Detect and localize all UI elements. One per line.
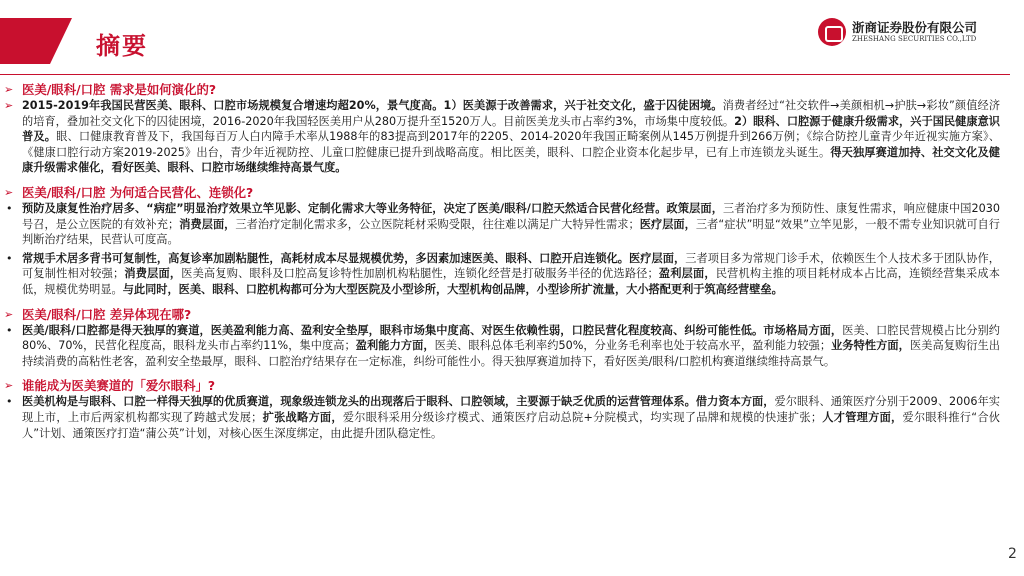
arrow-bullet-icon: ➢ xyxy=(4,99,14,112)
section-heading-text: 医美/眼科/口腔 差异体现在哪? xyxy=(22,306,192,322)
summary-paragraph xyxy=(4,323,1000,370)
bold-text-run: 医美/眼科/口腔都是得天独厚的赛道，医美盈利能力高、盈利安全垫厚，眼科市场集中度高、对医生依赖性弱，口腔民营化程度较高、纠纷可能性低。市场格局方面， xyxy=(22,323,843,337)
section-heading xyxy=(4,82,1000,98)
section-heading-text: 谁能成为医美赛道的「爱尔眼科」? xyxy=(22,378,216,394)
bold-text-run: 业务特性方面， xyxy=(831,339,910,353)
text-run: 医美高复购衍生出持续消费的高粘性老客，盈利安全垫最厚，眼科、口腔治疗结果存在一定标准，纠纷可能性小。得天独厚赛道加持下，看好医美/眼科/口腔机构赛道继续维持高景气。 xyxy=(22,339,1000,368)
summary-paragraph xyxy=(4,251,1000,298)
bold-text-run: 常规手术居多背书可复制性，高复诊率加剧粘腿性，高耗材成本尽显规模优势，多因素加速医美、眼科、口腔开启连锁化。医疗层面， xyxy=(22,251,686,265)
text-run: 三者治疗定制化需求多，公立医院耗材采购受限，往往难以满足广大特异性需求； xyxy=(235,217,640,231)
dot-bullet-icon: • xyxy=(6,201,13,215)
summary-paragraph xyxy=(4,394,1000,441)
section-heading-text: 医美/眼科/口腔 为何适合民营化、连锁化? xyxy=(22,184,254,200)
dot-bullet-icon: • xyxy=(6,395,13,409)
text-run: 眼、口健康教育普及下，我国每百万人白内障手术率从1988年的83提高到2017年的2205、2014-2020年我国正畸案例从145万例提升到266万例；《综合防控儿童青少年近视实施方案》、《健康口腔行动方案2019-2025》出台，青少年近视防控、儿童口腔健康已提升到战略高度。相比医美，眼科、口腔企业资本化起步早，已有上市连锁龙头诞生。 xyxy=(22,130,1000,159)
title-accent-block xyxy=(0,18,50,64)
bold-text-run: 扩张战略方面， xyxy=(262,410,343,424)
dot-bullet-icon: • xyxy=(6,323,13,337)
text-run: 爱尔眼科、通策医疗分别于2009、2006年实现上市，上市后两家机构都实现了跨越式发展； xyxy=(22,395,1000,424)
arrow-bullet-icon: ➢ xyxy=(4,307,14,321)
summary-content xyxy=(4,80,1000,441)
bold-text-run: 消费层面， xyxy=(179,217,236,231)
bold-text-run: 盈利能力方面， xyxy=(355,339,435,353)
text-run: 爱尔眼科推行“合伙人”计划、通策医疗打造“蒲公英”计划，对核心医生深度绑定，由此提升团队稳定性。 xyxy=(22,410,1000,440)
title-accent-triangle xyxy=(50,18,72,64)
section-heading xyxy=(4,378,1000,394)
arrow-bullet-icon: ➢ xyxy=(4,83,14,96)
section-gap xyxy=(4,176,1000,183)
logo-mark-icon xyxy=(818,18,846,46)
text-run: 医美高复购、眼科及口腔高复诊特性加剧机构粘腿性，连锁化经营是打破服务半径的优选路径； xyxy=(181,267,659,281)
bold-text-run: 盈利层面， xyxy=(658,267,716,281)
text-run: 三者项目多为常规门诊手术，依赖医生个人技术多于团队协作，可复制性相对较强； xyxy=(22,251,1000,281)
header-divider xyxy=(0,74,1010,75)
bold-text-run: 医疗层面， xyxy=(639,217,696,231)
logo-chinese-name: 浙商证券股份有限公司 xyxy=(852,20,978,35)
text-run: 三者“症状”明显“效果”立竿见影，一般不需专业知识就可自行判断治疗结果，民营认可度高。 xyxy=(22,217,1000,247)
page-number: 2 xyxy=(1008,546,1017,562)
arrow-bullet-icon: ➢ xyxy=(4,379,14,393)
text-run: 爱尔眼科采用分级诊疗模式、通策医疗启动总院+分院模式，均实现了品牌和规模的快速扩张； xyxy=(342,410,823,424)
section-heading xyxy=(4,307,1000,323)
dot-bullet-icon: • xyxy=(6,251,13,265)
arrow-bullet-icon: ➢ xyxy=(4,185,14,199)
bold-text-run: 得天独厚赛道加持、社交文化及健康升级需求催化，看好医美、眼科、口腔市场继续维持高景气度。 xyxy=(22,145,1000,175)
company-logo xyxy=(818,18,1008,48)
section-gap xyxy=(4,369,1000,376)
bold-text-run: 医美机构是与眼科、口腔一样得天独厚的优质赛道，现象级连锁龙头的出现落后于眼科、口腔领域，主要源于缺乏优质的运营管理体系。借力资本方面， xyxy=(22,395,775,409)
text-run: 医美、眼科总体毛利率约50%，分业务毛利率也处于较高水平，盈利能力较强； xyxy=(434,339,832,353)
bold-text-run: 2015-2019年我国民营医美、眼科、口腔市场规模复合增速均超20%，景气度高。1）医美源于改善需求，兴于社交文化，盛于囚徒困境。 xyxy=(22,99,723,112)
logo-english-name: ZHESHANG SECURITIES CO.,LTD xyxy=(852,35,977,43)
bold-text-run: 预防及康复性治疗居多、“病症”明显治疗效果立竿见影、定制化需求大等业务特征，决定了医美/眼科/口腔天然适合民营化经营。政策层面， xyxy=(22,201,724,215)
section-heading xyxy=(4,185,1000,201)
text-run: 民营机构主推的项目耗材成本占比高，连锁经营集采成本低，规模优势明显。 xyxy=(22,267,1000,296)
bold-text-run: 消费层面， xyxy=(124,267,182,281)
bold-text-run: 与此同时，医美、眼科、口腔机构都可分为大型医院及小型诊所，大型机构创品牌，小型诊所扩流量，大小搭配更利于筑高经营壁垒。 xyxy=(122,282,783,296)
title-bar xyxy=(0,0,1024,82)
summary-paragraph xyxy=(4,98,1000,176)
bold-text-run: 2）眼科、口腔源于健康升级需求，兴于国民健康意识普及。 xyxy=(22,114,1000,144)
text-run: 三者治疗多为预防性、康复性需求，响应健康中国2030号召，是公立医院的有效补充； xyxy=(22,201,1000,231)
text-run: 医美、口腔民营规模占比分别约80%、70%，民营化程度高，眼科龙头市占率约11%，集中度高； xyxy=(22,323,1000,353)
page-title: 摘要 xyxy=(96,32,148,60)
section-heading-text: 医美/眼科/口腔 需求是如何演化的? xyxy=(22,82,217,97)
bold-text-run: 人才管理方面， xyxy=(822,410,903,424)
text-run: 消费者经过“社交软件→美颜相机→护肤→彩妆”颜值经济的培育，叠加社交文化下的囚徒困境，2016-2020年我国轻医美用户从280万提升至1520万人。目前医美龙头市占率约3%，市场集中度较低。 xyxy=(22,99,1001,128)
section-gap xyxy=(4,298,1000,305)
summary-paragraph xyxy=(4,201,1000,248)
